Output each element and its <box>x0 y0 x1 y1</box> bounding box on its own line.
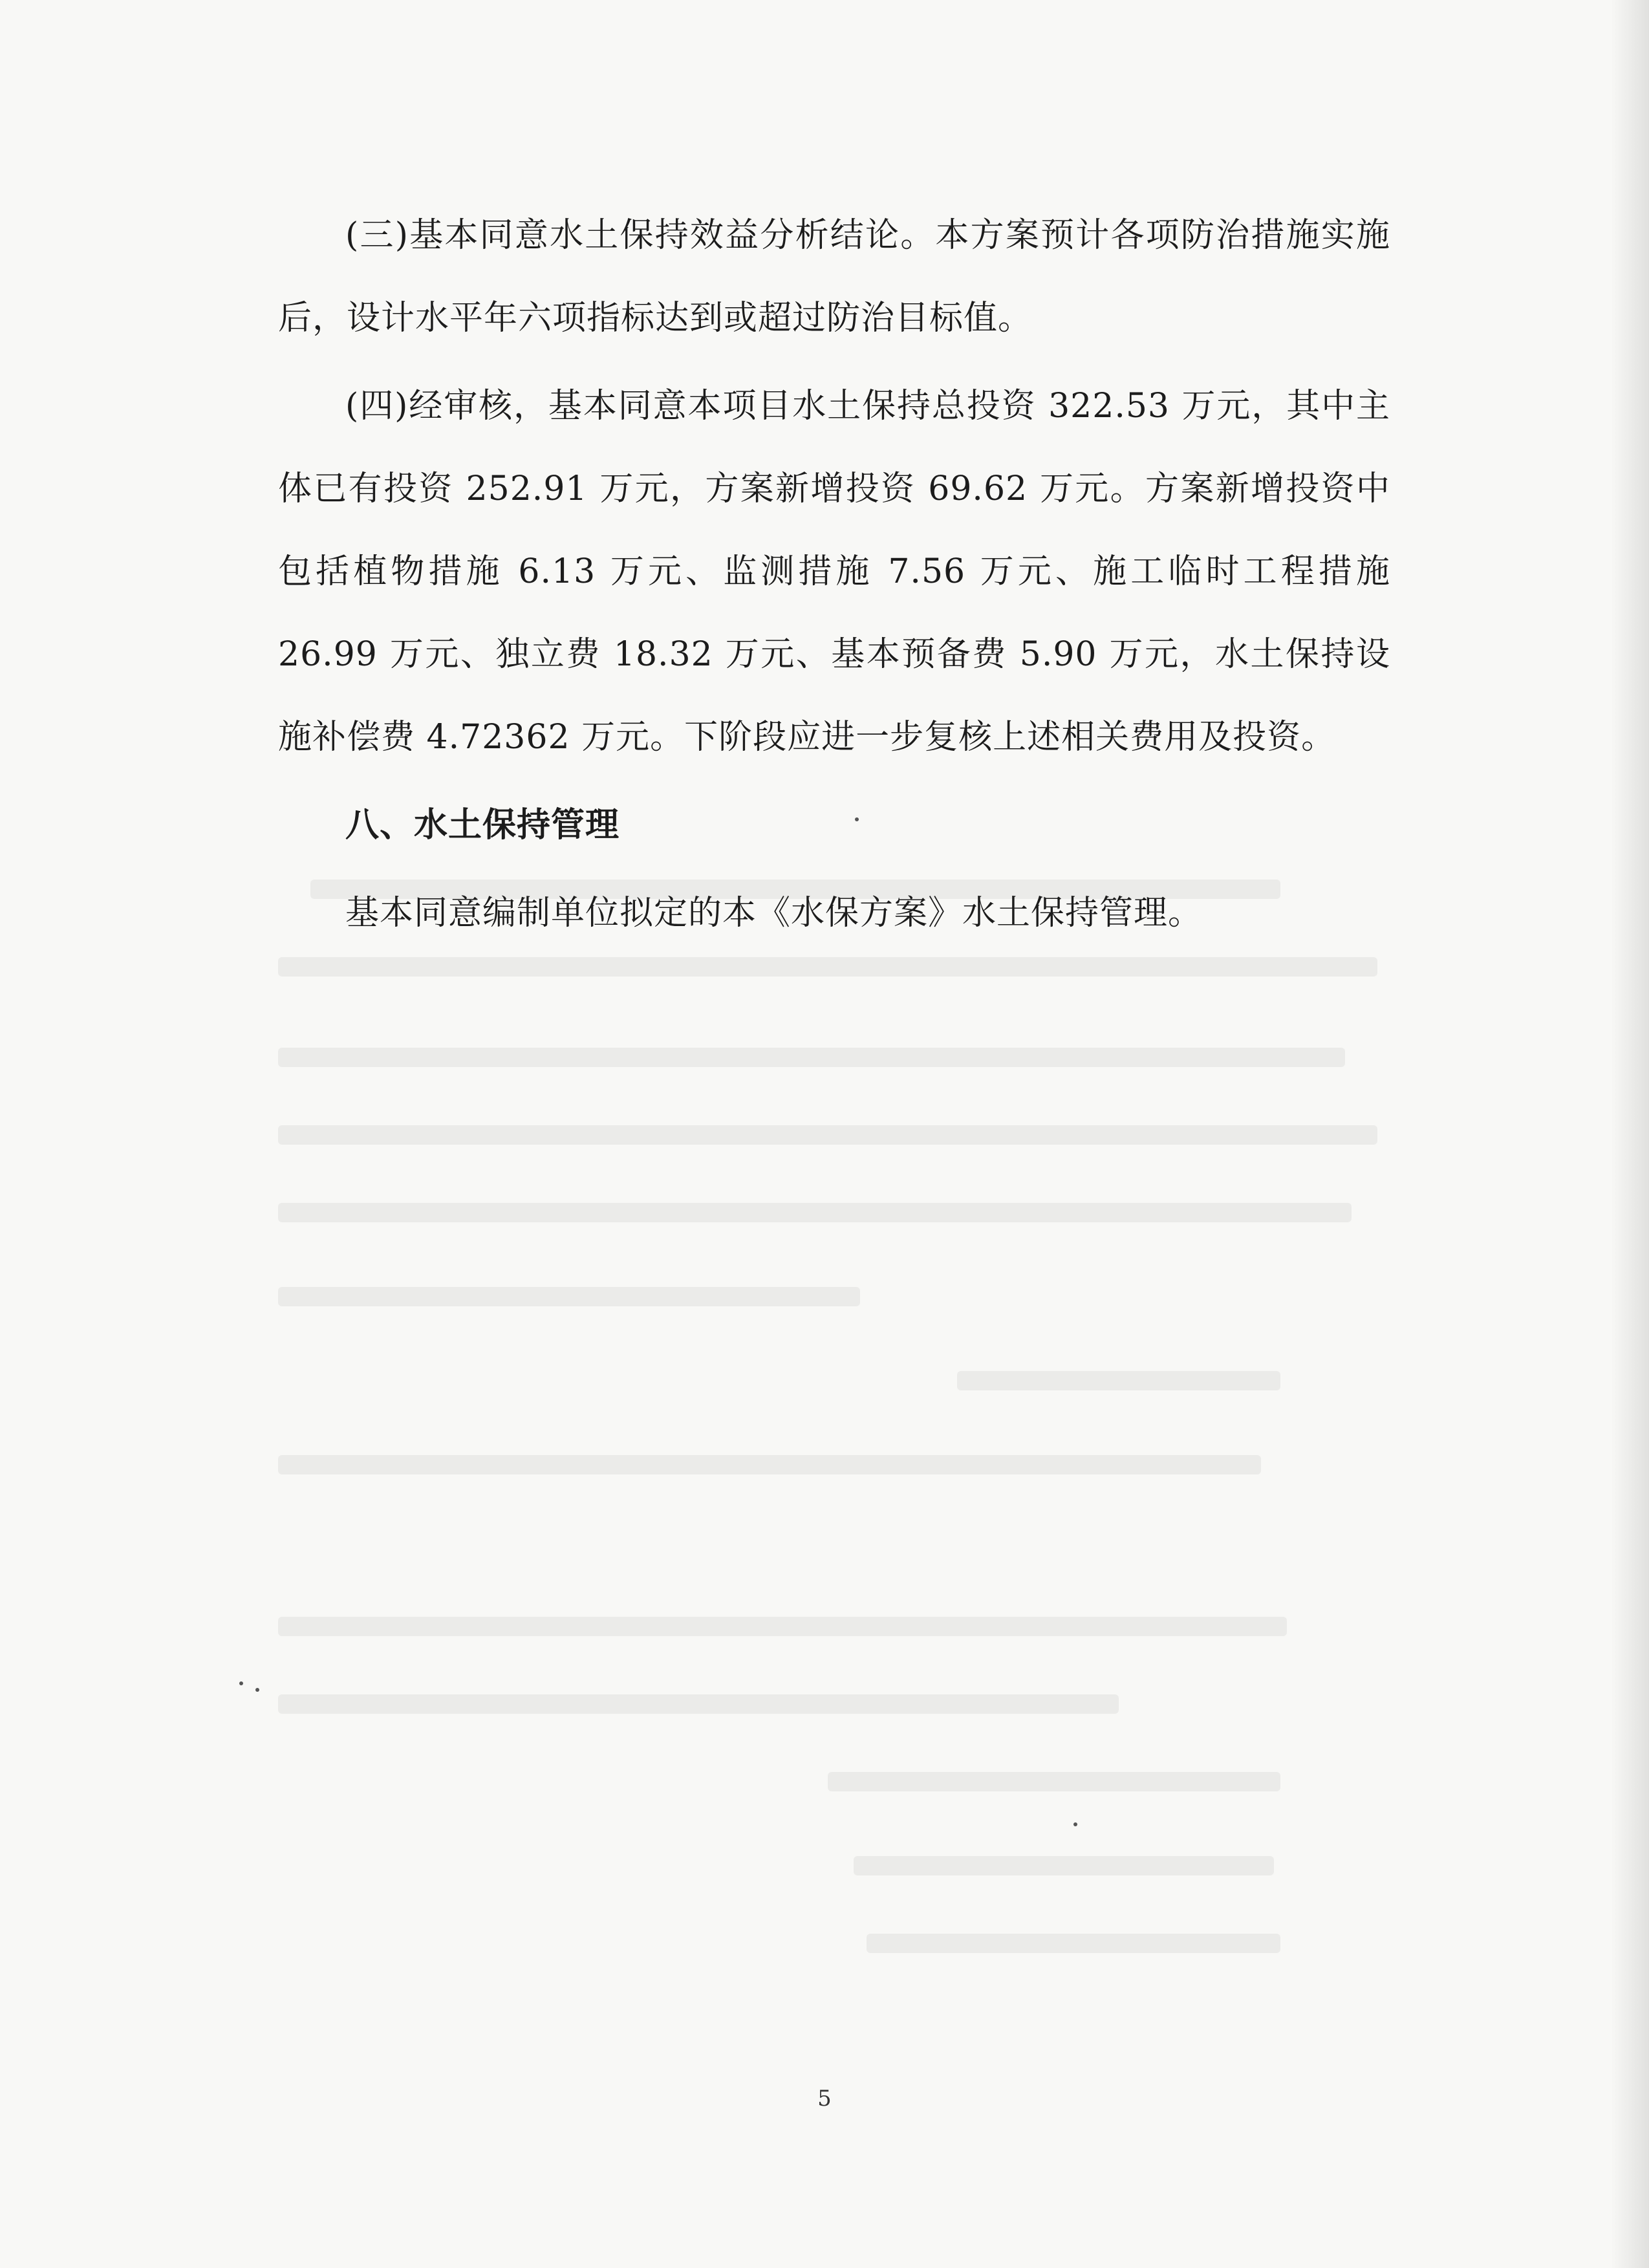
bleed-through-mark <box>278 1694 1119 1714</box>
bleed-through-mark <box>278 1287 860 1306</box>
bleed-through-mark <box>278 1048 1345 1067</box>
bleed-through-mark <box>278 1125 1377 1145</box>
bleed-through-mark <box>957 1371 1280 1390</box>
bleed-through-mark <box>278 1455 1261 1474</box>
scan-speck <box>1073 1822 1077 1826</box>
section-eight-body: 基本同意编制单位拟定的本《水保方案》水土保持管理。 <box>345 894 1203 933</box>
document-body <box>278 194 1390 955</box>
bleed-through-mark <box>278 1617 1287 1636</box>
scan-speck <box>255 1688 259 1692</box>
paragraph-four: (四)经审核，基本同意本项目水土保持总投资 322.53 万元，其中主体已有投资 252.91 万元，方案新增投资 69.62 万元。方案新增投资中包括植物措施 6.13 万元、监测措施 7.56 万元、施工临时工程措施 26.99 万元、独立费 18.32 万元、基本预备费 5.90 万元，水土保持设施补偿费 4.72362 万元。下阶段应进一步复核上述相关费用及投资。 <box>278 387 1390 757</box>
paragraph-three: (三)基本同意水土保持效益分析结论。本方案预计各项防治措施实施后，设计水平年六项指标达到或超过防治目标值。 <box>278 216 1390 338</box>
bleed-through-mark <box>278 1203 1352 1222</box>
page-number: 5 <box>817 2086 832 2111</box>
bleed-through-mark <box>854 1856 1274 1875</box>
bleed-through-mark <box>828 1772 1280 1791</box>
bleed-through-mark <box>278 957 1377 977</box>
page-edge-shadow <box>1610 0 1649 2268</box>
scan-speck <box>239 1681 243 1685</box>
section-heading-eight: 八、水土保持管理 <box>345 806 620 845</box>
bleed-through-mark <box>867 1934 1280 1953</box>
